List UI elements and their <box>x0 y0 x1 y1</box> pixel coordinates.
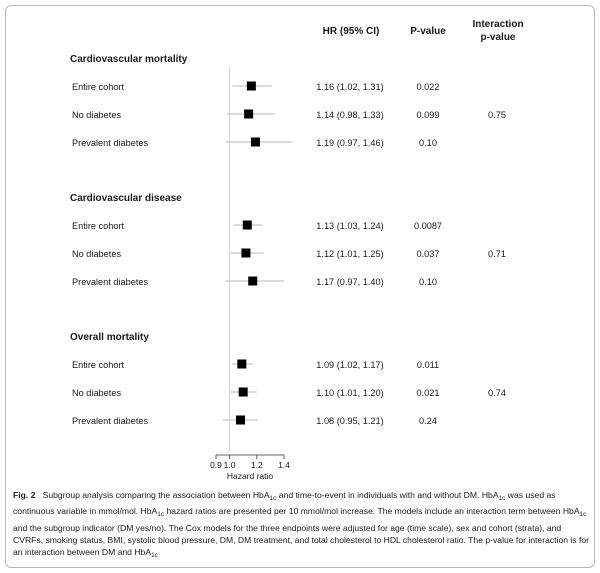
hr-marker <box>239 388 248 397</box>
row-label: Entire cohort <box>72 221 125 231</box>
p-value: 0.021 <box>416 388 440 398</box>
interaction-p-value: 0.71 <box>488 249 506 259</box>
p-value: 0.011 <box>416 360 440 370</box>
row-label: Prevalent diabetes <box>72 277 149 287</box>
x-tick-label: 1.4 <box>278 460 290 470</box>
p-value: 0.0087 <box>413 221 443 231</box>
hr-ci-value: 1.19 (0.97, 1.46) <box>316 138 384 148</box>
group-title: Cardiovascular disease <box>70 193 182 204</box>
row-label: Prevalent diabetes <box>72 416 149 426</box>
caption-text: Subgroup analysis comparing the association between HbA$_{1c}$ and time-to-event in individuals with and without DM. HbA$_{1c}$ was used as continuous variable in mmol/mol. HbA$_{1c}$ hazard ratios are presented per 10 mmol/mol increase. The models include an interaction term between HbA$_{1c}$ and the subgroup indicator (DM yes/no). The Cox models for the three endpoints were adjusted for age (time scale), sex and cohort (strata), and CVRFs, smoking status, BMI, systolic blood pressure, DM, DM treatment, and total cholesterol to HDL cholesterol ratio. The p-value for interaction is for an interaction between DM and HbA$_{1c}$ <box>13 490 590 560</box>
hr-ci-value: 1.17 (0.97, 1.40) <box>316 277 384 287</box>
group-title: Overall mortality <box>70 332 149 343</box>
hr-marker <box>244 110 253 119</box>
header-hr: HR (95% CI) <box>322 26 380 37</box>
x-tick-label: 1.2 <box>250 460 263 470</box>
header-interaction-p: p-value <box>480 32 516 43</box>
p-value: 0.10 <box>419 138 437 148</box>
hr-ci-value: 1.16 (1.02, 1.31) <box>316 82 384 92</box>
hr-ci-value: 1.08 (0.95, 1.21) <box>316 416 384 426</box>
hr-ci-value: 1.09 (1.02, 1.17) <box>316 360 384 370</box>
row-label: Entire cohort <box>72 82 125 92</box>
p-value: 0.037 <box>416 249 440 259</box>
row-label: No diabetes <box>72 249 122 259</box>
p-value: 0.10 <box>419 277 437 287</box>
hr-marker <box>241 249 250 258</box>
caption-label: Fig. 2 <box>13 490 36 500</box>
hr-marker <box>251 138 260 147</box>
figure-caption <box>13 489 591 562</box>
p-value: 0.022 <box>416 82 440 92</box>
hr-marker <box>237 360 246 369</box>
hr-marker <box>236 416 245 425</box>
x-tick-label: 0.9 <box>210 460 222 470</box>
row-label: No diabetes <box>72 388 122 398</box>
hr-marker <box>248 277 257 286</box>
row-label: Entire cohort <box>72 360 125 370</box>
row-label: Prevalent diabetes <box>72 138 149 148</box>
group-title: Cardiovascular mortality <box>70 54 188 65</box>
interaction-p-value: 0.74 <box>488 388 506 398</box>
header-interaction: Interaction <box>472 19 524 30</box>
p-value: 0.24 <box>419 416 437 426</box>
hr-ci-value: 1.14 (0.98, 1.33) <box>316 110 384 120</box>
hr-ci-value: 1.12 (1.01, 1.25) <box>316 249 384 259</box>
p-value: 0.099 <box>416 110 440 120</box>
x-axis-title: Hazard ratio <box>226 471 274 481</box>
interaction-p-value: 0.75 <box>488 110 506 120</box>
hr-marker <box>247 82 256 91</box>
x-tick-label: 1.0 <box>223 460 236 470</box>
header-p-value: P-value <box>410 26 446 37</box>
hr-ci-value: 1.13 (1.03, 1.24) <box>316 221 384 231</box>
hr-marker <box>243 221 252 230</box>
row-label: No diabetes <box>72 110 122 120</box>
hr-ci-value: 1.10 (1.01, 1.20) <box>316 388 384 398</box>
